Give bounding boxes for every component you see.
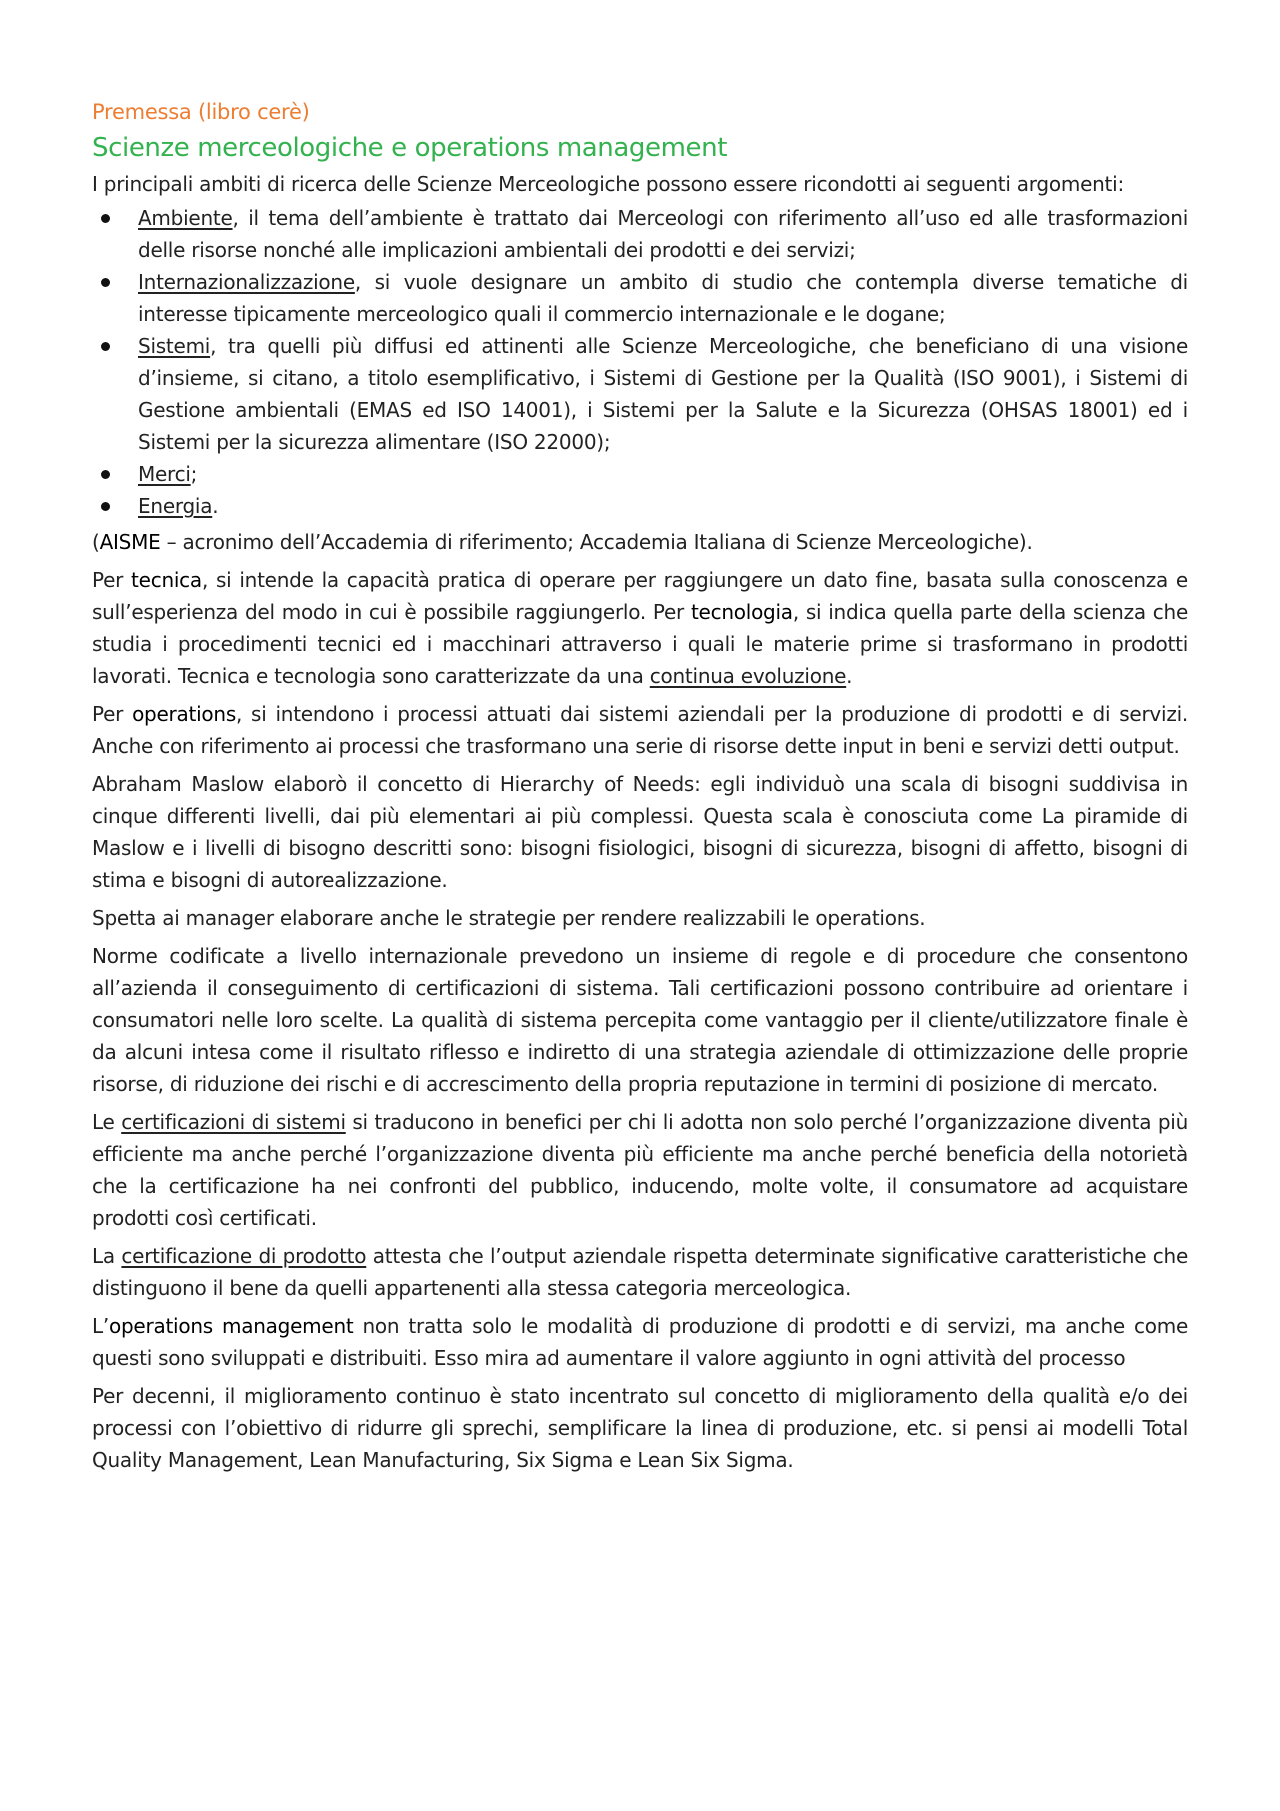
list-item <box>92 458 1188 490</box>
text-run: , si intende la capacità pratica di operare per raggiungere un dato fine, basata sulla conoscenza e sull’esperienza del modo in cui è possibile raggiungerlo. Per <box>92 568 1188 624</box>
research-areas-list <box>92 202 1188 522</box>
list-item-text: tra quelli più diffusi ed attinenti alle Scienze Merceologiche, che beneficiano di una visione d’insieme, si citano, a titolo esemplificativo, i Sistemi di Gestione per la Qualità (ISO 9001), i Sistemi di Gestione ambientali (EMAS ed ISO 14001), i Sistemi per la Salute e la Sicurezza (OHSAS 18001) ed i Sistemi per la sicurezza alimentare (ISO 22000); <box>138 334 1188 454</box>
text-run: Le <box>92 1110 122 1134</box>
document-title: Scienze merceologiche e operations management <box>92 133 728 163</box>
list-item <box>92 202 1188 266</box>
operations-term: operations <box>132 702 237 726</box>
aisme-text: – acronimo dell’Accademia di riferimento; Accademia Italiana di Scienze Merceologiche). <box>160 530 1033 554</box>
cert-prodotto-paragraph <box>92 1240 1188 1304</box>
bullet-icon <box>101 470 110 479</box>
list-item <box>92 266 1188 330</box>
tecnica-term: tecnica <box>131 568 202 592</box>
intro-paragraph: I principali ambiti di ricerca delle Scienze Merceologiche possono essere ricondotti ai seguenti argomenti: <box>92 172 1124 196</box>
text-run: si traducono in benefici per chi li adotta non solo perché l’organizzazione diventa più efficiente ma anche perché l’organizzazione diventa più efficiente ma anche perché beneficia della notorietà che la certificazione ha nei confronti del pubblico, inducendo, molte volte, il consumatore ad acquistare prodotti così certificati. <box>92 1110 1188 1230</box>
text-run: L’ <box>92 1314 109 1338</box>
list-item <box>92 490 1188 522</box>
text-run: . <box>846 664 853 688</box>
tecnologia-term: tecnologia <box>690 600 793 624</box>
list-item-text: si vuole designare un ambito di studio che contempla diverse tematiche di interesse tipicamente merceologico quali il commercio internazionale e le dogane; <box>138 270 1188 326</box>
text-run: , si indica quella parte della scienza che studia i procedimenti tecnici ed i macchinari attraverso i quali le materie prime si trasformano in prodotti lavorati. Tecnica e tecnologia sono caratterizzate da una <box>92 600 1189 688</box>
text-run: non tratta solo le modalità di produzione di prodotti e di servizi, ma anche come questi sono sviluppati e distribuiti. Esso mira ad aumentare il valore aggiunto in ogni attività del processo <box>92 1314 1189 1370</box>
cert-sistemi-term: certificazioni di sistemi <box>121 1110 346 1134</box>
text-run: , si intendono i processi attuati dai sistemi aziendali per la produzione di prodotti e di servizi. Anche con riferimento ai processi che trasformano una serie di risorse dette input in beni e servizi detti output. <box>92 702 1188 758</box>
list-item-term: Merci <box>138 462 191 486</box>
list-item-punct: , <box>354 270 361 294</box>
list-item-term: Energia <box>138 494 213 518</box>
list-item-punct: . <box>212 494 219 518</box>
list-item-punct: ; <box>190 462 198 486</box>
manager-paragraph: Spetta ai manager elaborare anche le strategie per rendere realizzabili le operations. <box>92 906 926 930</box>
list-item-term: Ambiente <box>138 206 233 230</box>
paren-open: ( <box>92 530 100 554</box>
list-item-term: Sistemi <box>138 334 211 358</box>
text-run: Per <box>92 568 132 592</box>
list-item-term: Internazionalizzazione <box>138 270 355 294</box>
list-item-punct: , <box>210 334 217 358</box>
list-item-text: il tema dell’ambiente è trattato dai Merceologi con riferimento all’uso ed alle trasformazioni delle risorse nonché alle implicazioni ambientali dei prodotti e dei servizi; <box>138 206 1188 262</box>
bullet-icon <box>101 342 110 351</box>
cert-prodotto-term: certificazione di prodotto <box>121 1244 367 1268</box>
tecnica-paragraph <box>92 564 1188 692</box>
aisme-paragraph <box>92 526 1188 558</box>
om-paragraph <box>92 1310 1188 1374</box>
text-run: attesta che l’output aziendale rispetta determinate significative caratteristiche che distinguono il bene da quelli appartenenti alla stessa categoria merceologica. <box>92 1244 1189 1300</box>
text-run: Per <box>92 702 133 726</box>
continua-evoluzione-term: continua evoluzione <box>649 664 847 688</box>
bullet-icon <box>101 502 110 511</box>
om-term: operations management <box>109 1314 354 1338</box>
cert-sistemi-paragraph <box>92 1106 1188 1234</box>
list-item <box>92 330 1188 458</box>
list-item-punct: , <box>232 206 239 230</box>
text-run: La <box>92 1244 122 1268</box>
section-label: Premessa (libro cerè) <box>92 100 310 124</box>
aisme-term: AISME <box>99 530 161 554</box>
bullet-icon <box>101 278 110 287</box>
decenni-paragraph: Per decenni, il miglioramento continuo è stato incentrato sul concetto di miglioramento della qualità e/o dei processi con l’obiettivo di ridurre gli sprechi, semplificare la linea di produzione, etc. si pensi ai modelli Total Quality Management, Lean Manufacturing, Six Sigma e Lean Six Sigma. <box>92 1384 1188 1472</box>
maslow-paragraph: Abraham Maslow elaborò il concetto di Hierarchy of Needs: egli individuò una scala di bisogni suddivisa in cinque differenti livelli, dai più elementari ai più complessi. Questa scala è conosciuta come La piramide di Maslow e i livelli di bisogno descritti sono: bisogni fisiologici, bisogni di sicurezza, bisogni di affetto, bisogni di stima e bisogni di autorealizzazione. <box>92 772 1188 892</box>
norme-paragraph: Norme codificate a livello internazionale prevedono un insieme di regole e di procedure che consentono all’azienda il conseguimento di certificazioni di sistema. Tali certificazioni possono contribuire ad orientare i consumatori nelle loro scelte. La qualità di sistema percepita come vantaggio per il cliente/utilizzatore finale è da alcuni intesa come il risultato riflesso e indiretto di una strategia aziendale di ottimizzazione delle proprie risorse, di riduzione dei rischi e di accrescimento della propria reputazione in termini di posizione di mercato. <box>92 944 1188 1096</box>
bullet-icon <box>101 214 110 223</box>
operations-paragraph <box>92 698 1188 762</box>
